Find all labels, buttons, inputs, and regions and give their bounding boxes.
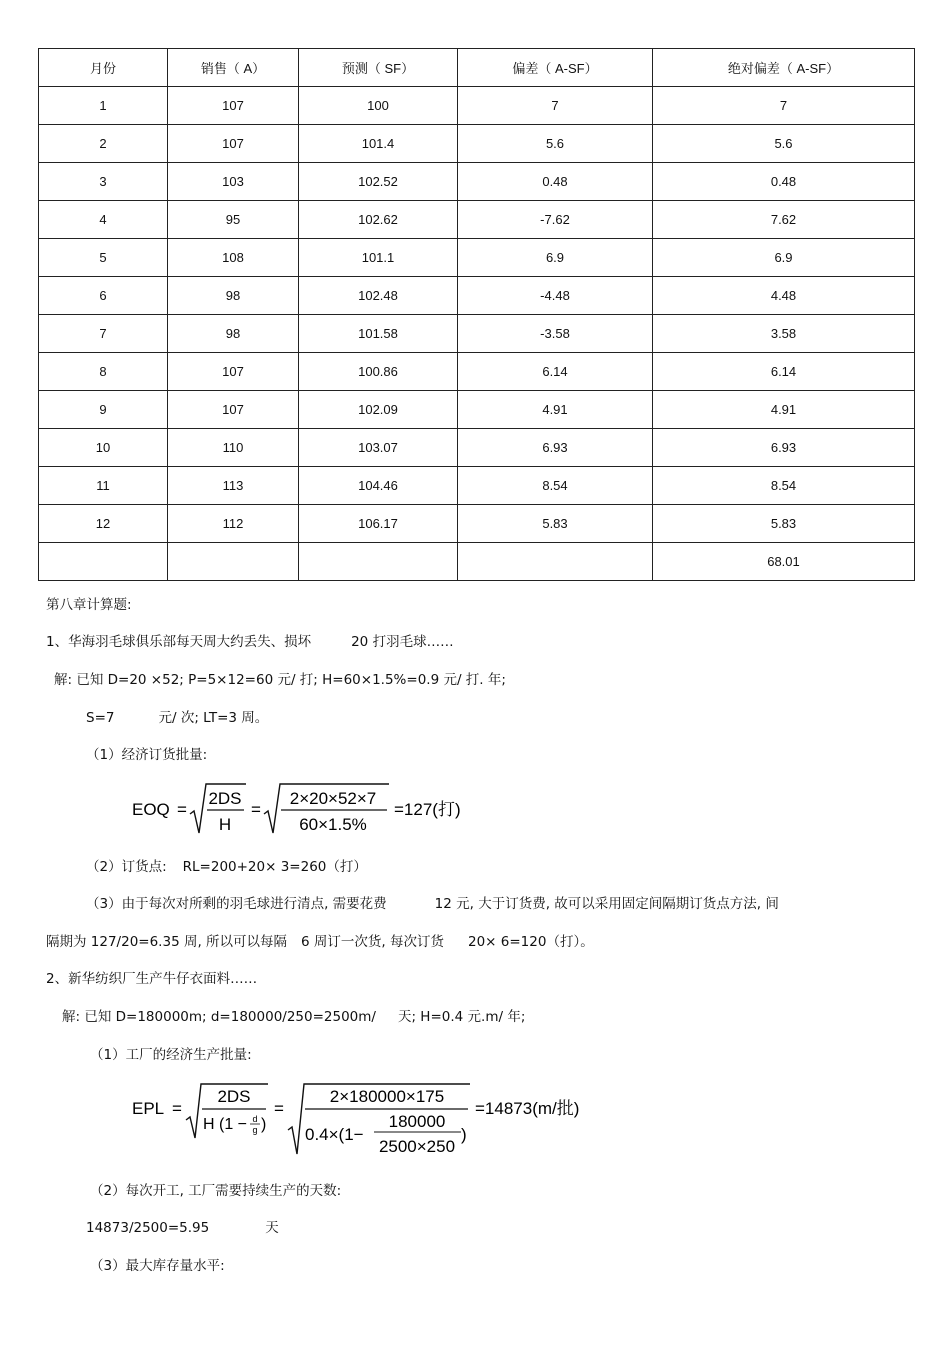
- q1-given-s: [86, 706, 268, 726]
- table-cell: 5.83: [458, 505, 653, 543]
- table-row: [39, 429, 915, 467]
- table-cell: 5.6: [458, 125, 653, 163]
- table-cell: 101.4: [299, 125, 458, 163]
- epl-result: =14873(m/批): [475, 1099, 580, 1118]
- header-abs-deviation: 绝对偏差（ A-SF）: [653, 49, 915, 87]
- q2-given-b: 天; H=0.4 元.m/ 年;: [397, 1009, 526, 1025]
- eoq-num2: 2×20×52×7: [289, 789, 377, 808]
- table-cell: 8: [39, 353, 168, 391]
- table-row: [39, 353, 915, 391]
- table-cell: 6.14: [458, 353, 653, 391]
- q2-part2-calc: [86, 1216, 279, 1236]
- table-cell: 107: [168, 87, 299, 125]
- eoq-formula: [128, 778, 488, 838]
- epl-num1: 2DS: [217, 1087, 251, 1106]
- table-cell: -7.62: [458, 201, 653, 239]
- epl-den2-a: 0.4×(1−: [305, 1125, 364, 1144]
- table-cell: 102.09: [299, 391, 458, 429]
- q1-part1: （1）经济订货批量:: [86, 747, 208, 763]
- epl-den1-b: ): [261, 1116, 267, 1133]
- table-cell: 5: [39, 239, 168, 277]
- table-cell: 101.58: [299, 315, 458, 353]
- epl-den1-d: d: [252, 1114, 258, 1124]
- table-cell: 3: [39, 163, 168, 201]
- epl-formula-svg: [128, 1078, 608, 1158]
- table-row: [39, 87, 915, 125]
- table-cell: -4.48: [458, 277, 653, 315]
- table-cell: 68.01: [653, 543, 915, 581]
- table-cell: [39, 543, 168, 581]
- table-cell: 108: [168, 239, 299, 277]
- table-header-row: [39, 49, 915, 87]
- q1-given: 解: 已知 D=20 ×52; P=5×12=60 元/ 打; H=60×1.5%=0.9 元/ 打. 年;: [54, 672, 506, 688]
- table-cell: 113: [168, 467, 299, 505]
- epl-den1-g: g: [252, 1125, 258, 1135]
- forecast-table: [38, 48, 915, 581]
- table-cell: 107: [168, 125, 299, 163]
- q1-part2-b: RL=200+20× 3=260（打）: [182, 859, 367, 875]
- eoq-eq1: =: [177, 800, 187, 819]
- table-cell: 6.93: [458, 429, 653, 467]
- q1-part2-a: （2）订货点:: [86, 859, 167, 875]
- table-cell: 100: [299, 87, 458, 125]
- q2-part1: （1）工厂的经济生产批量:: [90, 1047, 252, 1063]
- table-cell: 112: [168, 505, 299, 543]
- epl-eq2: =: [274, 1099, 284, 1118]
- table-row: [39, 505, 915, 543]
- header-sales: 销售（ A）: [168, 49, 299, 87]
- table-cell: 101.1: [299, 239, 458, 277]
- table-cell: 2: [39, 125, 168, 163]
- eoq-eq2: =: [251, 800, 261, 819]
- table-cell: 3.58: [653, 315, 915, 353]
- table-cell: 6.9: [653, 239, 915, 277]
- header-deviation: 偏差（ A-SF）: [458, 49, 653, 87]
- q1-part2: [86, 855, 367, 875]
- table-cell: 6: [39, 277, 168, 315]
- table-cell: 102.62: [299, 201, 458, 239]
- table-cell: 12: [39, 505, 168, 543]
- table-cell: 110: [168, 429, 299, 467]
- table-cell: 0.48: [458, 163, 653, 201]
- q1-given-s-a: S=7: [86, 710, 115, 726]
- table-cell: -3.58: [458, 315, 653, 353]
- table-row: [39, 201, 915, 239]
- q2-statement: 2、新华纺织厂生产牛仔衣面料……: [46, 971, 258, 987]
- eoq-lhs: EOQ: [132, 800, 170, 819]
- table-cell: 6.93: [653, 429, 915, 467]
- q1-part3: [86, 892, 779, 912]
- table-row: [39, 239, 915, 277]
- q1-part3-b: 12 元, 大于订货费, 故可以采用固定间隔期订货点方法, 间: [434, 896, 779, 912]
- table-cell: [299, 543, 458, 581]
- q1-part3-e: 20× 6=120（打）。: [468, 934, 594, 950]
- q1-statement: [46, 630, 454, 650]
- eoq-den2: 60×1.5%: [299, 815, 367, 834]
- table-cell: 98: [168, 277, 299, 315]
- table-cell: 95: [168, 201, 299, 239]
- table-row: [39, 125, 915, 163]
- eoq-den1: H: [218, 815, 232, 834]
- table-row: [39, 467, 915, 505]
- table-cell: 102.52: [299, 163, 458, 201]
- table-cell: 6.9: [458, 239, 653, 277]
- epl-lhs: EPL: [132, 1099, 165, 1118]
- table-cell: 5.6: [653, 125, 915, 163]
- table-cell: 7: [39, 315, 168, 353]
- table-row: [39, 163, 915, 201]
- table-cell: 7.62: [653, 201, 915, 239]
- q1-statement-b: 20 打羽毛球……: [351, 634, 454, 650]
- q2-part2: （2）每次开工, 工厂需要持续生产的天数:: [90, 1183, 342, 1199]
- table-cell: 1: [39, 87, 168, 125]
- q1-given-s-b: 元/ 次; LT=3 周。: [158, 710, 269, 726]
- chapter-title: 第八章计算题:: [46, 597, 132, 613]
- epl-num2: 2×180000×175: [329, 1087, 445, 1106]
- table-row: [39, 391, 915, 429]
- table-cell: 4.91: [458, 391, 653, 429]
- table-cell: 0.48: [653, 163, 915, 201]
- q1-part3-cont: [46, 930, 594, 950]
- table-cell: 10: [39, 429, 168, 467]
- table-cell: 11: [39, 467, 168, 505]
- q1-statement-a: 1、华海羽毛球俱乐部每天周大约丢失、损坏: [46, 634, 312, 650]
- table-cell: 98: [168, 315, 299, 353]
- q1-part3-d: 6 周订一次货, 每次订货: [301, 934, 444, 950]
- epl-formula: [128, 1078, 608, 1158]
- eoq-formula-svg: [128, 778, 488, 838]
- q1-part3-a: （3）由于每次对所剩的羽毛球进行清点, 需要花费: [86, 896, 387, 912]
- table-cell: 106.17: [299, 505, 458, 543]
- q1-part3-c: 隔期为 127/20=6.35 周, 所以可以每隔: [46, 934, 288, 950]
- table-cell: 107: [168, 353, 299, 391]
- table-cell: 100.86: [299, 353, 458, 391]
- table-cell: 104.46: [299, 467, 458, 505]
- table-cell: 107: [168, 391, 299, 429]
- table-cell: 6.14: [653, 353, 915, 391]
- table-cell: 7: [653, 87, 915, 125]
- table-row: [39, 543, 915, 581]
- table-cell: 103.07: [299, 429, 458, 467]
- table-cell: 7: [458, 87, 653, 125]
- table-cell: 4.91: [653, 391, 915, 429]
- table-cell: [168, 543, 299, 581]
- q2-given: [62, 1005, 525, 1025]
- forecast-table-body: [39, 49, 915, 581]
- table-cell: 103: [168, 163, 299, 201]
- eoq-result: =127(打): [394, 800, 461, 819]
- epl-den1-a: H (1 −: [203, 1116, 248, 1133]
- q2-given-a: 解: 已知 D=180000m; d=180000/250=2500m/: [62, 1009, 376, 1025]
- header-month: 月份: [39, 49, 168, 87]
- table-cell: 8.54: [458, 467, 653, 505]
- table-cell: 102.48: [299, 277, 458, 315]
- q2-part2-calc-a: 14873/2500=5.95: [86, 1220, 210, 1236]
- epl-den2-den: 2500×250: [378, 1137, 456, 1156]
- table-row: [39, 277, 915, 315]
- table-cell: 5.83: [653, 505, 915, 543]
- table-cell: 4.48: [653, 277, 915, 315]
- table-cell: [458, 543, 653, 581]
- table-cell: 9: [39, 391, 168, 429]
- table-cell: 8.54: [653, 467, 915, 505]
- eoq-num1: 2DS: [208, 789, 242, 808]
- q2-part3: （3）最大库存量水平:: [90, 1258, 225, 1274]
- table-cell: 4: [39, 201, 168, 239]
- header-forecast: 预测（ SF）: [299, 49, 458, 87]
- q2-part2-calc-b: 天: [265, 1220, 279, 1236]
- table-row: [39, 315, 915, 353]
- epl-eq1: =: [172, 1099, 182, 1118]
- epl-den2-num: 180000: [388, 1112, 446, 1131]
- epl-den2-b: ): [461, 1125, 467, 1144]
